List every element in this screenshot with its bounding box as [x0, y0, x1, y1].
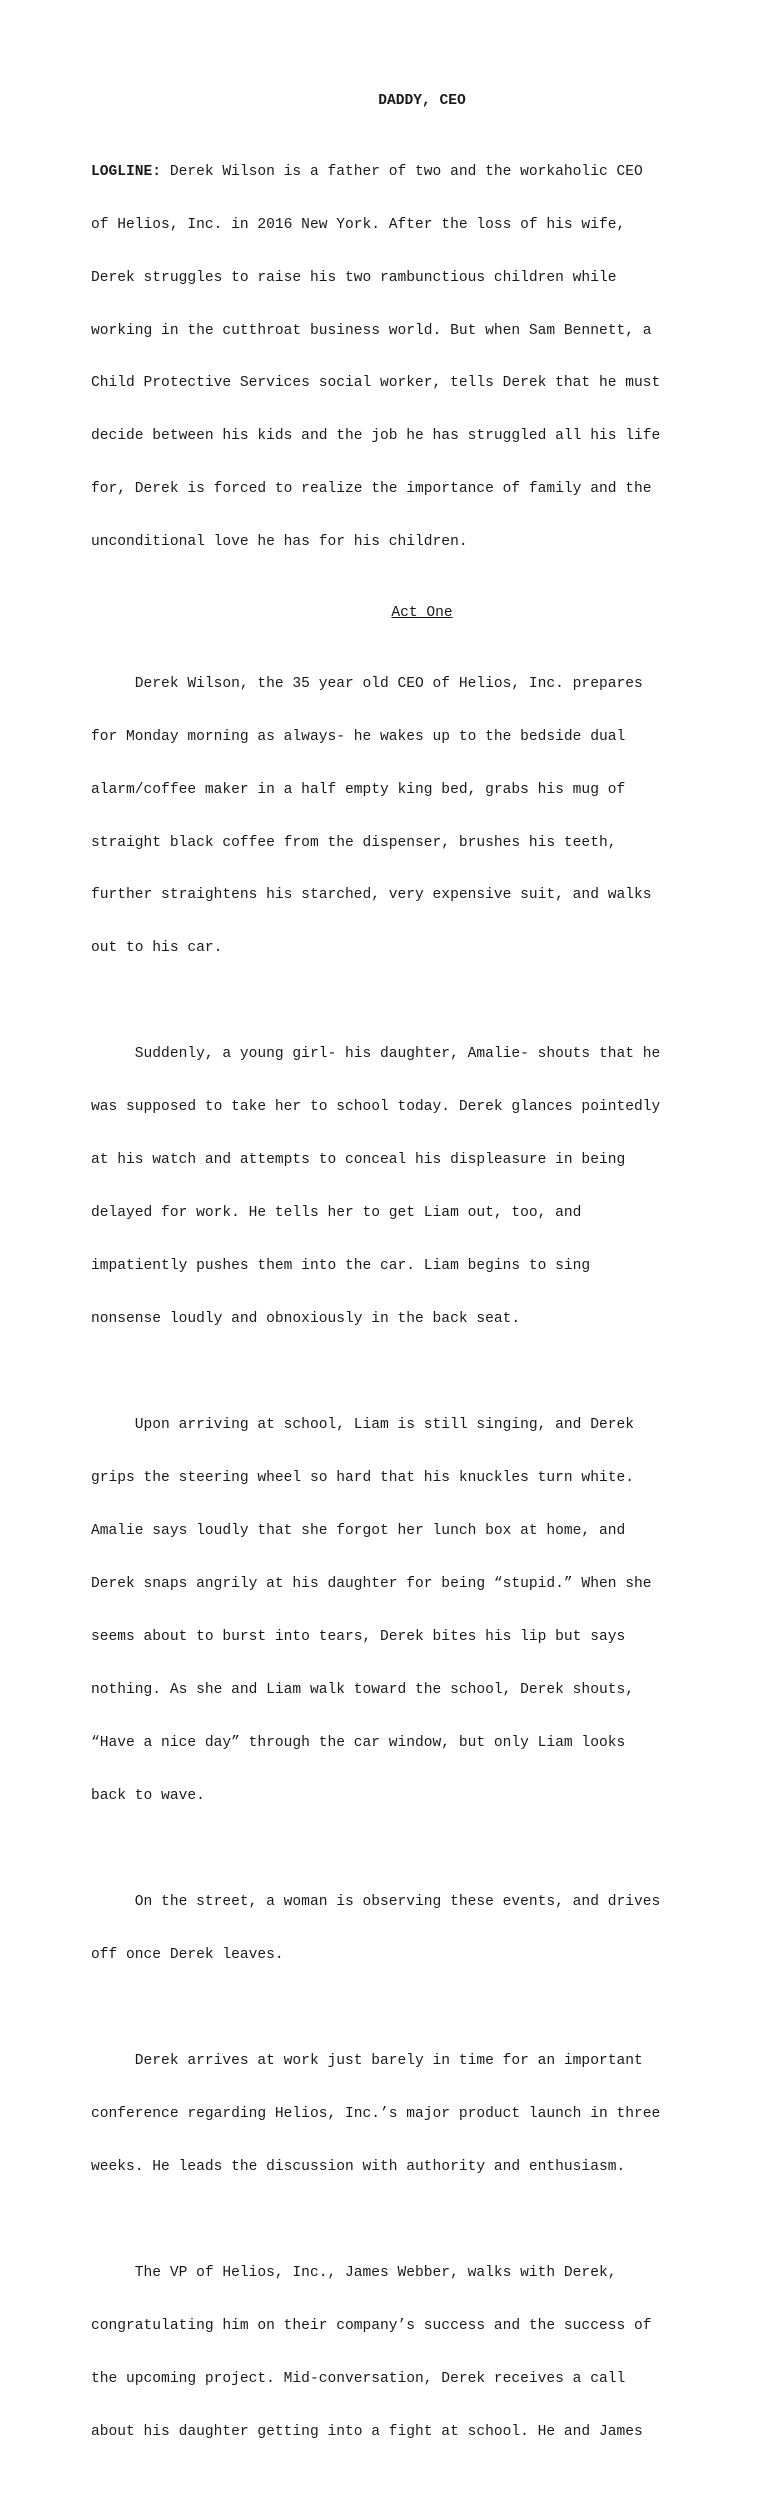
paragraph-line: Derek arrives at work just barely in time for an important	[91, 2052, 643, 2069]
paragraph-line: about his daughter getting into a fight at school. He and James	[91, 2423, 643, 2440]
paragraph-line: nonsense loudly and obnoxiously in the back seat.	[91, 1311, 521, 1328]
logline-label: LOGLINE:	[91, 163, 162, 180]
paragraph-line: The VP of Helios, Inc., James Webber, walks with Derek,	[91, 2264, 617, 2281]
logline-line: working in the cutthroat business world. But when Sam Bennett, a	[91, 322, 652, 339]
paragraph-line: “Have a nice day” through the car window, but only Liam looks	[91, 1734, 626, 1751]
paragraph-line: delayed for work. He tells her to get Liam out, too, and	[91, 1205, 582, 1222]
body-paragraph	[91, 640, 691, 993]
paragraph-line: Derek snaps angrily at his daughter for being “stupid.” When she	[91, 1576, 652, 1593]
logline-line: for, Derek is forced to realize the importance of family and the	[91, 481, 652, 498]
body-paragraph	[91, 1859, 691, 2000]
paragraph-line: conference regarding Helios, Inc.’s major product launch in three	[91, 2105, 661, 2122]
logline-paragraph	[91, 128, 691, 587]
paragraph-line: weeks. He leads the discussion with authority and enthusiasm.	[91, 2158, 626, 2175]
paragraph-line: the upcoming project. Mid-conversation, Derek receives a call	[91, 2370, 626, 2387]
paragraph-line: for Monday morning as always- he wakes up to the bedside dual	[91, 728, 626, 745]
document-title: DADDY, CEO	[378, 93, 466, 109]
paragraph-line: further straightens his starched, very expensive suit, and walks	[91, 887, 652, 904]
paragraph-line: Upon arriving at school, Liam is still singing, and Derek	[91, 1417, 634, 1434]
logline-line: of Helios, Inc. in 2016 New York. After the loss of his wife,	[91, 216, 626, 233]
paragraph-line: at his watch and attempts to conceal his displeasure in being	[91, 1152, 626, 1169]
paragraph-line: Amalie says loudly that she forgot her lunch box at home, and	[91, 1523, 626, 1540]
paragraph-line: alarm/coffee maker in a half empty king bed, grabs his mug of	[91, 781, 626, 798]
paragraph-line: impatiently pushes them into the car. Liam begins to sing	[91, 1258, 591, 1275]
act-heading: Act One	[391, 605, 453, 621]
paragraph-line: On the street, a woman is observing these events, and drives	[91, 1893, 661, 1910]
paragraph-line: out to his car.	[91, 940, 223, 957]
paragraph-line: Derek Wilson, the 35 year old CEO of Helios, Inc. prepares	[91, 675, 643, 692]
paragraph-line: off once Derek leaves.	[91, 1946, 284, 1963]
logline-line: decide between his kids and the job he has struggled all his life	[91, 428, 661, 445]
body-paragraph	[91, 2229, 691, 2476]
paragraph-line: grips the steering wheel so hard that his knuckles turn white.	[91, 1470, 634, 1487]
paragraph-line: straight black coffee from the dispenser, brushes his teeth,	[91, 834, 617, 851]
body-paragraph	[91, 1011, 691, 1364]
logline-line: Child Protective Services social worker, tells Derek that he must	[91, 375, 661, 392]
document-page	[91, 93, 691, 2494]
paragraph-line: back to wave.	[91, 1787, 205, 1804]
logline-line: Derek Wilson is a father of two and the workaholic CEO	[161, 163, 643, 180]
paragraph-line: Suddenly, a young girl- his daughter, Amalie- shouts that he	[91, 1046, 661, 1063]
logline-line: Derek struggles to raise his two rambunctious children while	[91, 269, 617, 286]
logline-line: unconditional love he has for his children.	[91, 534, 468, 551]
paragraph-line: nothing. As she and Liam walk toward the school, Derek shouts,	[91, 1681, 634, 1698]
paragraph-line: congratulating him on their company’s success and the success of	[91, 2317, 652, 2334]
body-paragraph	[91, 2017, 691, 2211]
paragraph-line: seems about to burst into tears, Derek bites his lip but says	[91, 1629, 626, 1646]
body-paragraph	[91, 1382, 691, 1841]
paragraph-line: was supposed to take her to school today. Derek glances pointedly	[91, 1099, 661, 1116]
